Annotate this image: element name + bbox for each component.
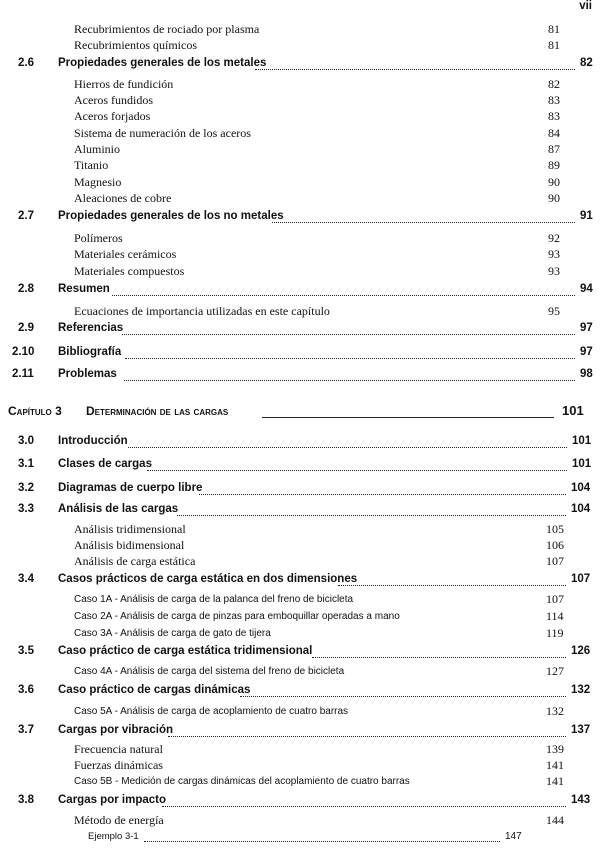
leader-dots [124,380,575,381]
toc-subentry[interactable]: Análisis tridimensional [74,522,186,536]
section-title[interactable]: Cargas por vibración [58,724,174,736]
toc-subentry-page: 90 [548,175,560,189]
toc-subentry[interactable]: Método de energía [74,813,164,827]
section-page: 91 [580,210,593,222]
leader-dots [162,806,566,807]
toc-subentry-page: 132 [546,704,564,718]
leader-dots [144,841,500,842]
section-page: 107 [571,573,591,585]
chapter-label: Capítulo 3 [8,404,62,418]
section-title[interactable]: Bibliografía [58,346,122,358]
section-page: 137 [571,724,591,736]
section-title[interactable]: Análisis de las cargas [58,503,179,515]
toc-subentry-page: 105 [546,522,564,536]
section-number: 2.9 [18,322,34,334]
leader-dots [147,470,567,471]
section-number: 3.8 [18,794,34,806]
toc-subentry-page: 95 [548,304,560,318]
section-title[interactable]: Referencias [58,322,124,334]
toc-subentry[interactable]: Hierros de fundición [74,77,174,91]
toc-subentry-page: 141 [546,758,564,772]
section-title[interactable]: Caso práctico de cargas dinámicas [58,684,251,696]
toc-subentry[interactable]: Recubrimientos de rociado por plasma [74,22,260,36]
leader-dots [128,447,567,448]
toc-subentry-page: 139 [546,742,564,756]
toc-subentry[interactable]: Caso 5A - Análisis de carga de acoplamiento de cuatro barras [74,706,349,717]
toc-subentry[interactable]: Caso 4A - Análisis de carga del sistema del freno de bicicleta [74,666,345,677]
toc-subentry[interactable]: Análisis de carga estática [74,554,196,568]
toc-subentry-page: 83 [548,109,560,123]
section-page: 126 [571,645,591,657]
leader-dots [125,358,575,359]
toc-subentry[interactable]: Ecuaciones de importancia utilizadas en este capítulo [74,304,330,318]
toc-subentry-page: 83 [548,93,560,107]
toc-subentry-page: 93 [548,264,560,278]
section-page: 104 [571,503,591,515]
toc-subentry-page: 114 [546,609,564,623]
section-number: 2.8 [18,283,34,295]
section-title[interactable]: Diagramas de cuerpo libre [58,482,203,494]
toc-subentry-page: 92 [548,231,560,245]
section-number: 2.10 [12,346,35,358]
toc-subentry-page: 90 [548,191,560,205]
section-title[interactable]: Caso práctico de carga estática tridimensional [58,645,313,657]
chapter-page: 101 [562,403,584,418]
section-page: 143 [571,794,591,806]
toc-subentry[interactable]: Aleaciones de cobre [74,191,172,205]
toc-subentry-page: 84 [548,126,560,140]
section-number: 2.6 [18,57,34,69]
toc-subentry[interactable]: Aceros fundidos [74,93,153,107]
toc-subentry[interactable]: Fuerzas dinámicas [74,758,163,772]
leader-dots [177,515,566,516]
section-number: 2.7 [18,210,34,222]
toc-subentry[interactable]: Magnesio [74,175,122,189]
toc-subentry[interactable]: Materiales cerámicos [74,247,177,261]
section-number: 2.11 [12,368,34,380]
leader-dots [272,222,575,223]
toc-subentry-page: 127 [546,664,564,678]
section-number: 3.6 [18,684,34,696]
section-number: 3.4 [18,573,34,585]
toc-subentry-page: 89 [548,158,560,172]
section-title[interactable]: Resumen [58,283,110,295]
toc-subentry[interactable]: Aceros forjados [74,109,151,123]
toc-subentry-page: 106 [546,538,564,552]
toc-subentry-page: 144 [546,813,564,827]
toc-subentry[interactable]: Caso 5B - Medición de cargas dinámicas del acoplamiento de cuatro barras [74,776,410,787]
section-title[interactable]: Introducción [58,435,128,447]
toc-subentry[interactable]: Materiales compuestos [74,264,185,278]
chapter-rule [262,417,554,418]
toc-subentry-page: 87 [548,142,560,156]
section-title[interactable]: Clases de cargas [58,458,152,470]
section-page: 104 [571,482,591,494]
toc-subentry-page: 93 [548,247,560,261]
toc-subentry[interactable]: Polímeros [74,231,123,245]
leader-dots [338,585,566,586]
section-page: 101 [572,458,592,470]
roman-page-number: vii [579,0,592,12]
section-title[interactable]: Problemas [58,368,117,380]
toc-subentry[interactable]: Caso 2A - Análisis de carga de pinzas para emboquillar operadas a mano [74,611,400,622]
toc-subentry-page: 141 [546,774,564,788]
toc-subentry[interactable]: Aluminio [74,142,121,156]
section-title[interactable]: Casos prácticos de carga estática en dos dimensiones [58,573,358,585]
section-page: 98 [580,368,593,380]
toc-subentry-page: 81 [548,22,560,36]
toc-subentry[interactable]: Recubrimientos químicos [74,38,197,52]
leader-dots [255,69,575,70]
section-title[interactable]: Propiedades generales de los metales [58,57,267,69]
section-title[interactable]: Cargas por impacto [58,794,166,806]
section-page: 132 [571,684,591,696]
toc-subentry-page: 119 [546,626,564,640]
section-title[interactable]: Propiedades generales de los no metales [58,210,284,222]
toc-subentry[interactable]: Caso 1A - Análisis de carga de la palanca del freno de bicicleta [74,594,354,605]
example-entry[interactable]: Ejemplo 3-1 [88,831,139,842]
leader-dots [199,494,566,495]
section-page: 82 [580,57,593,69]
section-number: 3.1 [18,458,34,470]
section-number: 3.0 [18,435,34,447]
section-number: 3.3 [18,503,34,515]
leader-dots [122,334,575,335]
leader-dots [240,696,566,697]
toc-subentry-page: 107 [546,554,564,568]
toc-subentry[interactable]: Análisis bidimensional [74,538,185,552]
section-number: 3.7 [18,724,34,736]
example-page: 147 [505,831,522,842]
toc-subentry-page: 82 [548,77,560,91]
section-page: 97 [580,346,593,358]
section-page: 94 [580,283,593,295]
toc-subentry-page: 107 [546,592,564,606]
leader-dots [312,657,566,658]
toc-subentry[interactable]: Titanio [74,158,109,172]
toc-subentry[interactable]: Frecuencia natural [74,742,163,756]
toc-subentry[interactable]: Sistema de numeración de los aceros [74,126,251,140]
section-page: 97 [580,322,593,334]
section-number: 3.5 [18,645,34,657]
leader-dots [168,736,566,737]
toc-subentry-page: 81 [548,38,560,52]
leader-dots [112,295,575,296]
chapter-title[interactable]: Determinación de las cargas [86,404,229,418]
section-page: 101 [572,435,592,447]
section-number: 3.2 [18,482,34,494]
toc-subentry[interactable]: Caso 3A - Análisis de carga de gato de tijera [74,628,271,639]
